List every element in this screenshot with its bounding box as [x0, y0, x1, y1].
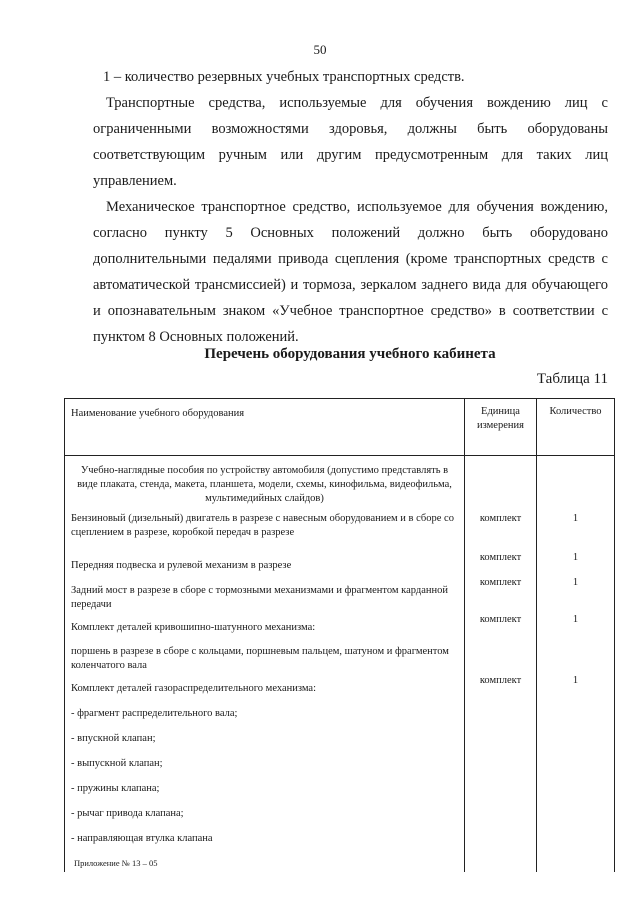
page-number: 50 — [313, 42, 327, 57]
table-header-row — [65, 399, 615, 456]
equipment-table — [64, 398, 615, 872]
table-row: Задний мост в разрезе в сборе с тормозными механизмами и фрагментом карданной передачи — [71, 585, 449, 610]
unit-cell: комплект — [479, 552, 522, 563]
table-row: - впускной клапан; — [71, 733, 156, 744]
table-row: Бензиновый (дизельный) двигатель в разрезе с навесным оборудованием и в сборе со сцеплением в разрезе, коробкой передач в разрезе — [71, 513, 454, 538]
table-body-row — [65, 456, 615, 873]
unit-cell: комплект — [479, 513, 522, 524]
table-row: - рычаг привода клапана; — [71, 808, 184, 819]
table-row: - пружины клапана; — [71, 783, 160, 794]
unit-cell: комплект — [479, 675, 522, 686]
qty-cell: 1 — [572, 614, 579, 625]
qty-column — [537, 456, 615, 873]
qty-cell: 1 — [572, 513, 579, 524]
page-footer: Приложение № 13 – 05 — [74, 858, 158, 868]
table-row: Комплект деталей кривошипно-шатунного механизма: — [71, 622, 316, 633]
table-row: - фрагмент распределительного вала; — [71, 708, 238, 719]
header-unit: Единица измерения — [465, 399, 537, 456]
equipment-table-wrapper — [64, 398, 614, 844]
unit-cell: комплект — [479, 577, 522, 588]
header-qty: Количество — [537, 399, 615, 456]
paragraph-disabled-drivers: Транспортные средства, используемые для обучения вождению лиц с ограниченными возможностями здоровья, должны быть оборудованы соответствующим ручным или другим предусмотренным для таких лиц управлением. — [93, 95, 608, 189]
name-column — [65, 456, 465, 873]
intro-cell: Учебно-наглядные пособия по устройству автомобиля (допустимо представлять в виде плаката, стенда, макета, планшета, модели, схемы, кинофильма, видеофильма, мультимедийных слайдов) — [77, 465, 452, 504]
qty-cell: 1 — [572, 552, 579, 563]
unit-column — [465, 456, 537, 873]
paragraph-reserve-vehicles: 1 – количество резервных учебных транспортных средств. — [103, 69, 465, 85]
table-label: Таблица 11 — [536, 371, 608, 387]
paragraph-mechanical-vehicle: Механическое транспортное средство, используемое для обучения вождению, согласно пункту 5 Основных положений должно быть оборудовано дополнительными педалями привода сцепления (кроме транспортных средств с автоматической трансмиссией) и тормоза, зеркалом заднего вида для обучающего и опознавательным знаком «Учебное транспортное средство» в соответствии с пунктом 8 Основных положений. — [93, 199, 608, 345]
table-row: Комплект деталей газораспределительного механизма: — [71, 683, 317, 694]
unit-cell: комплект — [479, 614, 522, 625]
table-row: - направляющая втулка клапана — [71, 833, 213, 844]
table-row: поршень в разрезе в сборе с кольцами, поршневым пальцем, шатуном и фрагментом коленчатого вала — [71, 646, 449, 671]
table-row: Передняя подвеска и рулевой механизм в разрезе — [71, 560, 292, 571]
qty-cell: 1 — [572, 675, 579, 686]
table-row: - выпускной клапан; — [71, 758, 163, 769]
qty-cell: 1 — [572, 577, 579, 588]
header-name: Наименование учебного оборудования — [65, 399, 465, 456]
section-heading: Перечень оборудования учебного кабинета — [204, 346, 496, 362]
